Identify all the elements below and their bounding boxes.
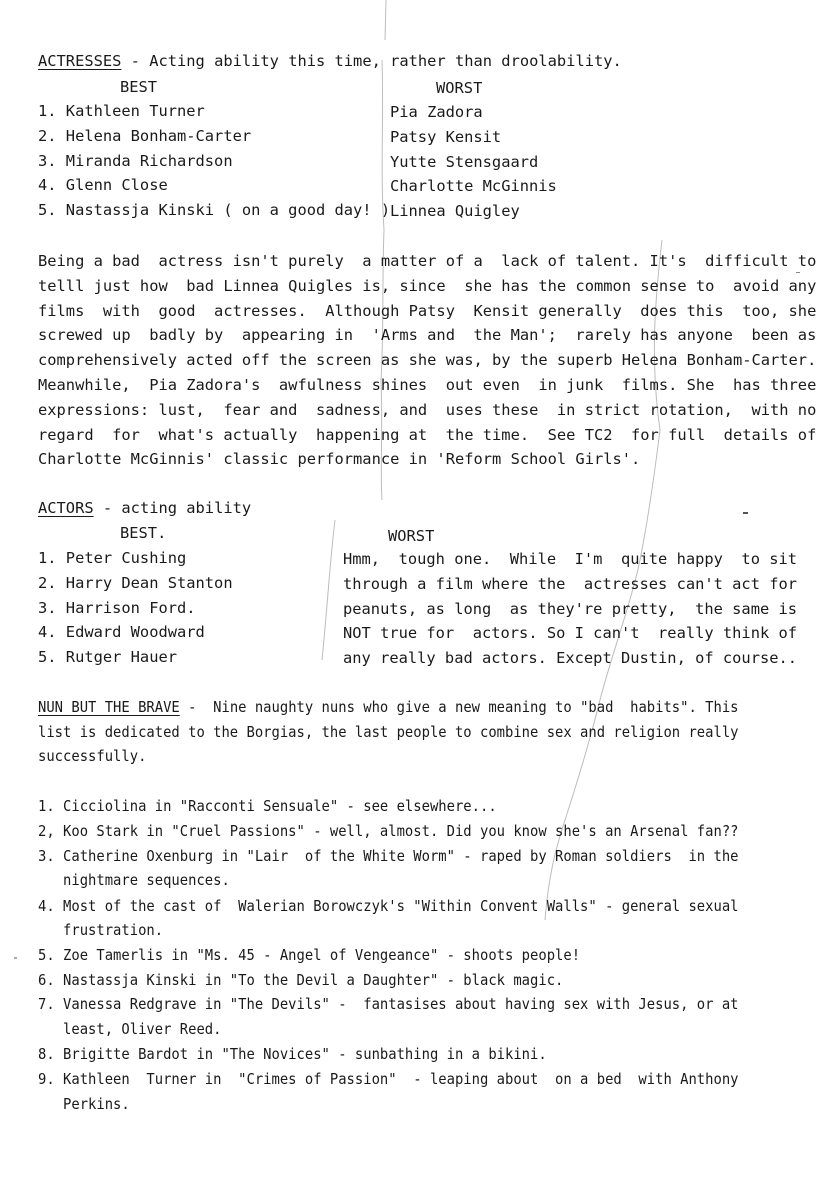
nuns-heading: NUN BUT THE BRAVE — [38, 698, 180, 716]
actors-subtitle: - acting ability — [93, 499, 252, 517]
speck — [14, 957, 17, 959]
actresses-paragraph-line: expressions: lust, fear and sadness, and uses these in strict rotation, with no — [38, 401, 817, 419]
actresses-worst-label: WORST — [436, 79, 483, 97]
actresses-worst-item: Charlotte McGinnis — [390, 177, 557, 195]
actresses-worst-item: Pia Zadora — [390, 103, 483, 121]
nuns-intro: - Nine naughty nuns who give a new meaning to "bad habits". This — [179, 698, 739, 716]
nuns-list-item-cont: nightmare sequences. — [38, 871, 230, 889]
speck — [743, 512, 748, 514]
actresses-paragraph-line: telll just how bad Linnea Quigles is, since she has the common sense to avoid any — [38, 277, 817, 295]
actors-worst-text-line: peanuts, as long as they're pretty, the same is — [343, 600, 798, 618]
actresses-best-item: 4. Glenn Close — [38, 176, 168, 194]
actresses-paragraph-line: Meanwhile, Pia Zadora's awfulness shines out even in junk films. She has three — [38, 376, 817, 394]
actors-best-item: 4. Edward Woodward — [38, 623, 205, 641]
actresses-best-item: 5. Nastassja Kinski ( on a good day! ) — [38, 201, 391, 219]
nuns-list-item-cont: Perkins. — [38, 1095, 130, 1113]
actors-heading-line — [38, 498, 251, 518]
actresses-best-item: 1. Kathleen Turner — [38, 102, 205, 120]
nuns-list-item-cont: frustration. — [38, 921, 164, 939]
actors-worst-text-line: NOT true for actors. So I can't really think of — [343, 624, 798, 642]
nuns-intro-line: list is dedicated to the Borgias, the last people to combine sex and religion really — [38, 723, 739, 741]
nuns-list-item: 1. Cicciolina in "Racconti Sensuale" - see elsewhere... — [38, 797, 497, 815]
crease-line-left — [322, 520, 335, 660]
actresses-worst-item: Yutte Stensgaard — [390, 153, 539, 171]
actors-worst-label: WORST — [388, 527, 435, 545]
actresses-paragraph-line: Charlotte McGinnis' classic performance in 'Reform School Girls'. — [38, 450, 641, 468]
nuns-list-item-cont: least, Oliver Reed. — [38, 1020, 222, 1038]
nuns-list-item: 5. Zoe Tamerlis in "Ms. 45 - Angel of Vengeance" - shoots people! — [38, 946, 581, 964]
actresses-worst-item: Linnea Quigley — [390, 202, 520, 220]
actresses-heading: ACTRESSES — [38, 52, 122, 70]
actresses-paragraph-line: regard for what's actually happening at the time. See TC2 for full details of — [38, 426, 817, 444]
actresses-paragraph-line: Being a bad actress isn't purely a matter of a lack of talent. It's difficult to — [38, 252, 817, 270]
nuns-heading-line — [38, 697, 739, 717]
nuns-list-item: 2, Koo Stark in "Cruel Passions" - well, almost. Did you know she's an Arsenal fan?? — [38, 822, 739, 840]
actors-best-item: 1. Peter Cushing — [38, 549, 187, 567]
nuns-list-item: 6. Nastassja Kinski in "To the Devil a Daughter" - black magic. — [38, 971, 564, 989]
actresses-subtitle: - Acting ability this time, rather than droolability. — [121, 52, 622, 70]
actors-worst-text-line: Hmm, tough one. While I'm quite happy to sit — [343, 550, 798, 568]
actors-best-label: BEST. — [120, 524, 167, 542]
actresses-best-item: 3. Miranda Richardson — [38, 152, 233, 170]
nuns-list-item: 4. Most of the cast of Walerian Borowczyk's "Within Convent Walls" - general sexual — [38, 897, 739, 915]
nuns-intro-line: successfully. — [38, 747, 147, 765]
actors-worst-text-line: any really bad actors. Except Dustin, of course.. — [343, 649, 798, 667]
nuns-list-item: 9. Kathleen Turner in "Crimes of Passion" - leaping about on a bed with Anthony — [38, 1070, 739, 1088]
actors-heading: ACTORS — [38, 499, 94, 517]
actors-best-item: 5. Rutger Hauer — [38, 648, 177, 666]
actresses-best-item: 2. Helena Bonham-Carter — [38, 127, 252, 145]
nuns-list-item: 7. Vanessa Redgrave in "The Devils" - fantasises about having sex with Jesus, or at — [38, 995, 739, 1013]
actors-best-item: 2. Harry Dean Stanton — [38, 574, 233, 592]
actresses-paragraph-line: screwed up badly by appearing in 'Arms and the Man'; rarely has anyone been as — [38, 326, 817, 344]
actresses-paragraph-line: films with good actresses. Although Patsy Kensit generally does this too, she — [38, 302, 817, 320]
actresses-paragraph-line: comprehensively acted off the screen as she was, by the superb Helena Bonham-Carter. — [38, 351, 817, 369]
actors-best-item: 3. Harrison Ford. — [38, 599, 196, 617]
actresses-worst-item: Patsy Kensit — [390, 128, 502, 146]
actresses-best-label: BEST — [120, 78, 158, 96]
nuns-list-item: 3. Catherine Oxenburg in "Lair of the White Worm" - raped by Roman soldiers in the — [38, 847, 739, 865]
speck — [796, 272, 800, 273]
crease-line-top — [385, 0, 386, 40]
actors-worst-text-line: through a film where the actresses can't act for — [343, 575, 798, 593]
actresses-heading-line — [38, 51, 622, 71]
nuns-list-item: 8. Brigitte Bardot in "The Novices" - sunbathing in a bikini. — [38, 1045, 547, 1063]
